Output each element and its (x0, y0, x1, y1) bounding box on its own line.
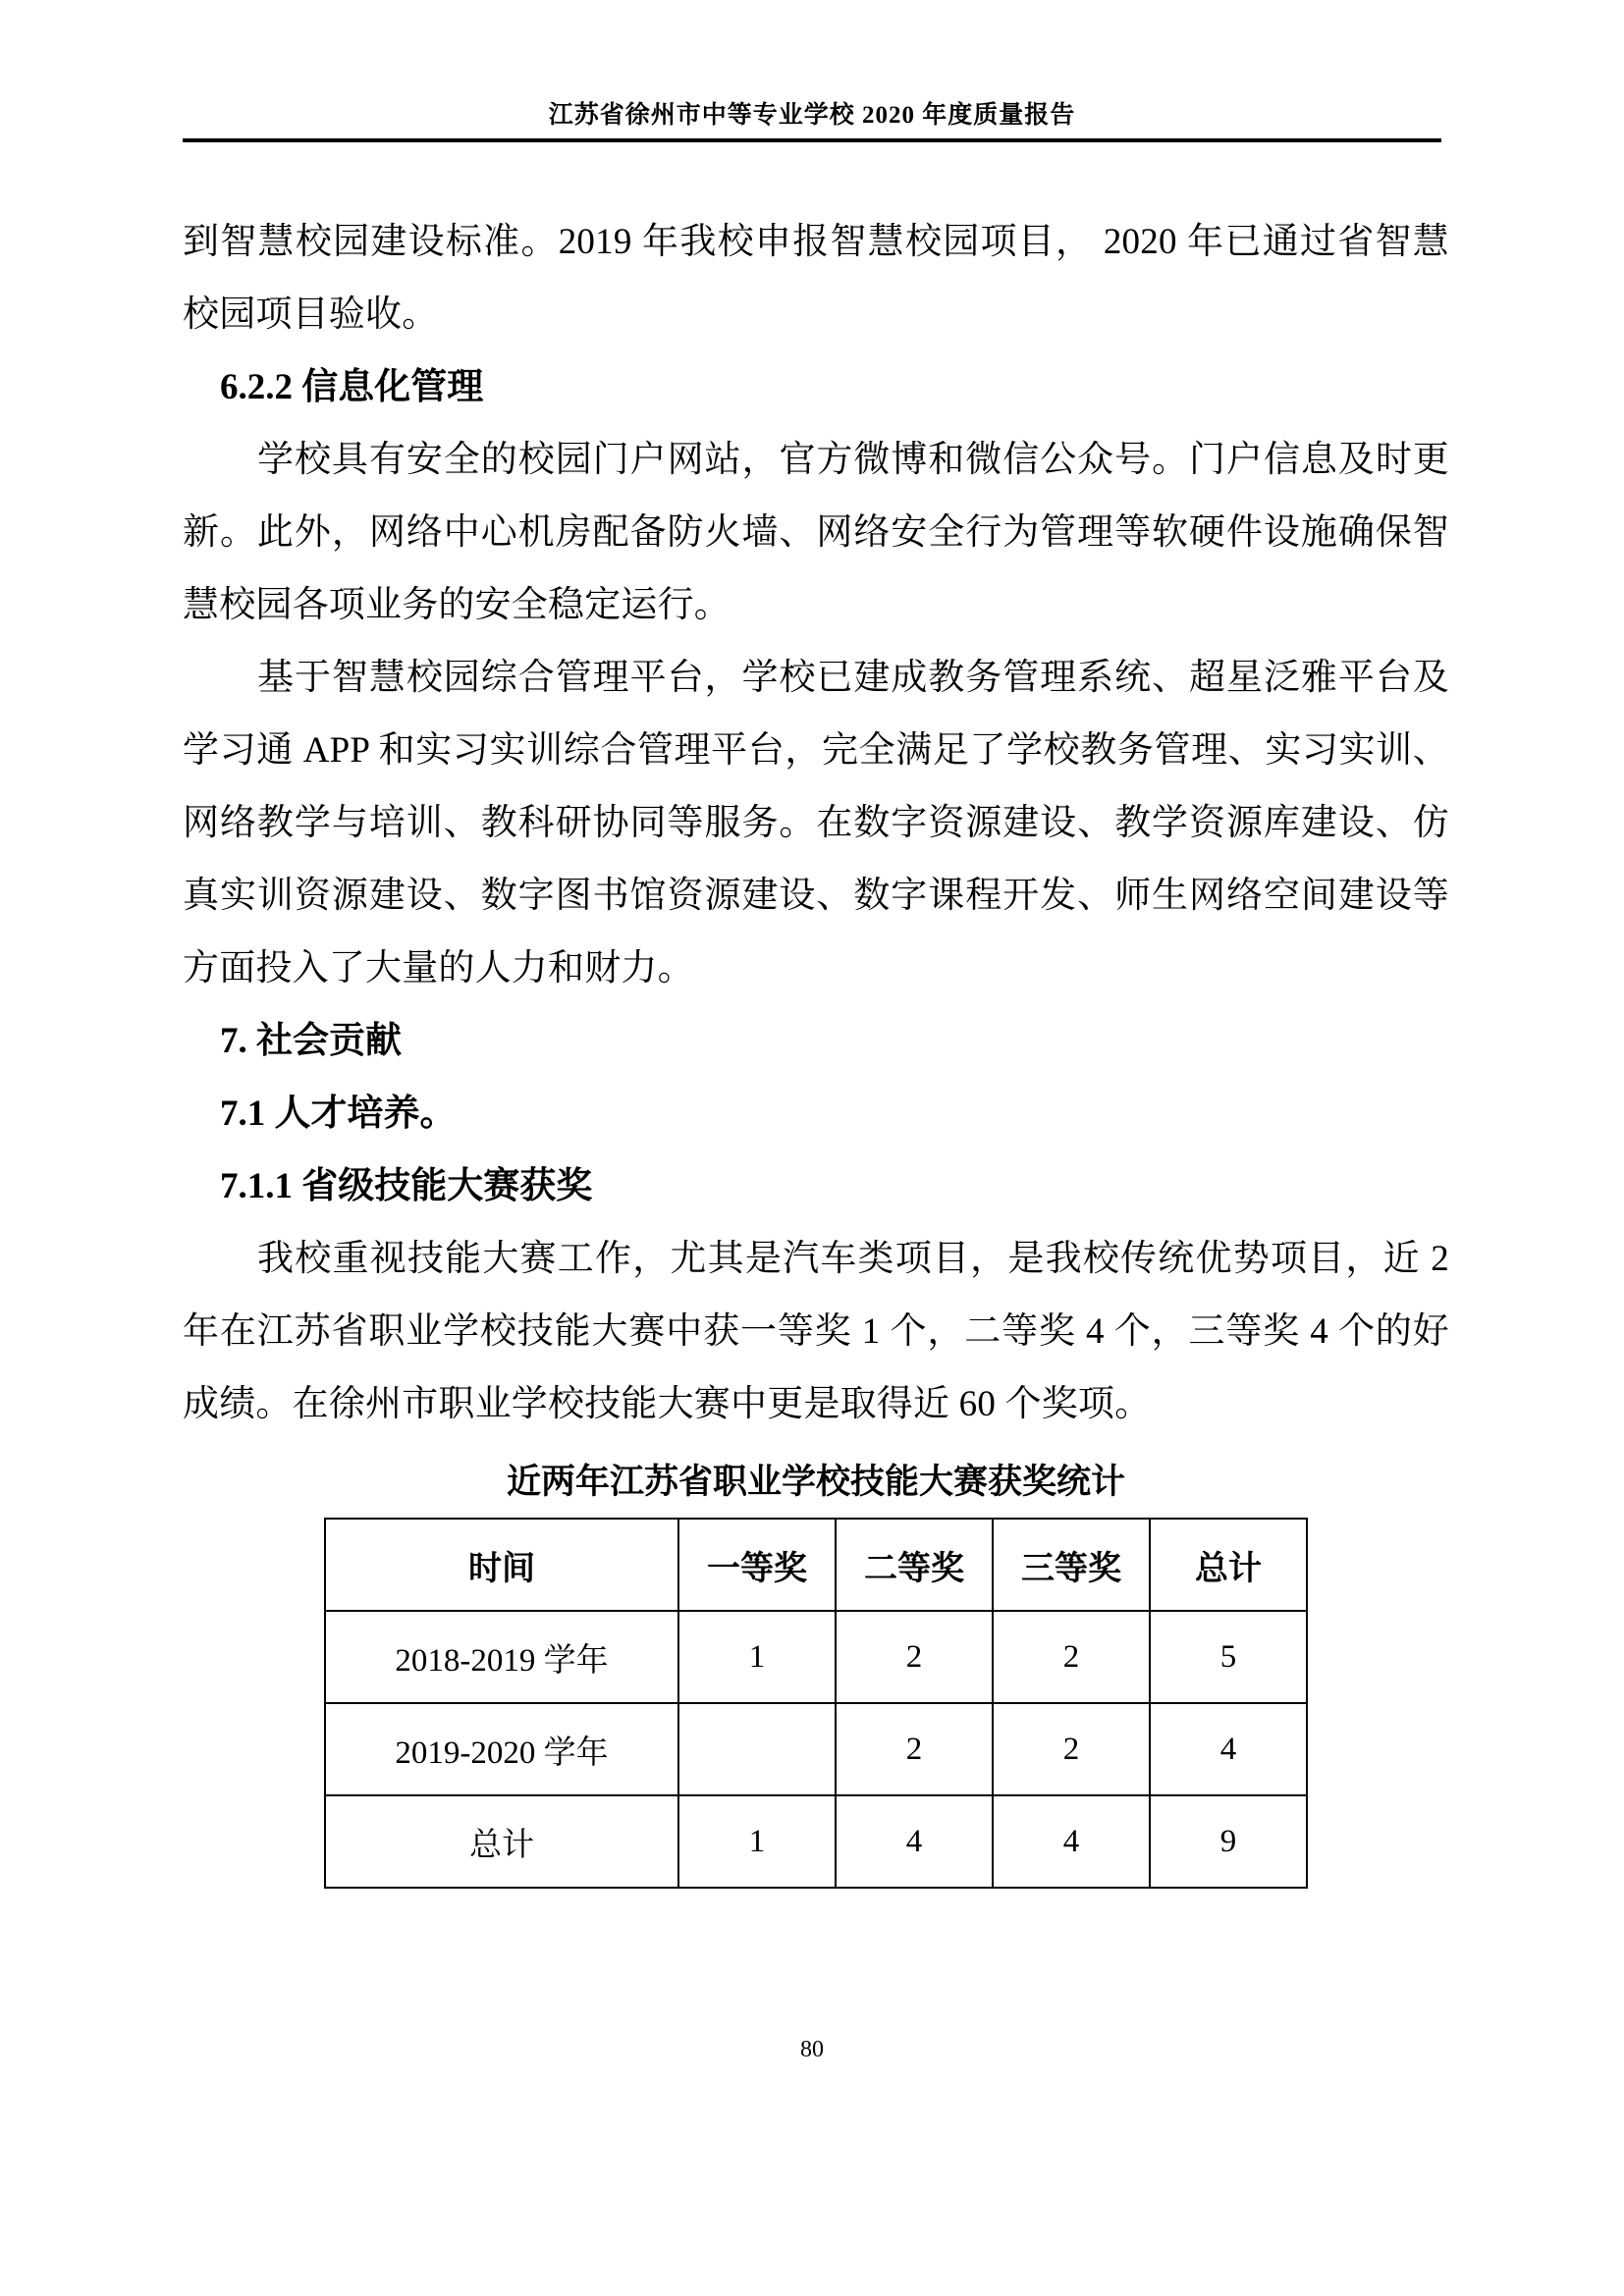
cell-period: 2018-2019 学年 (325, 1611, 678, 1703)
cell-total: 9 (1150, 1795, 1307, 1888)
column-header-first-prize: 一等奖 (678, 1519, 836, 1611)
cell-first-prize: 1 (678, 1795, 836, 1888)
table-header-row (325, 1519, 1307, 1611)
cell-period: 2019-2020 学年 (325, 1703, 678, 1795)
cell-first-prize: 1 (678, 1611, 836, 1703)
paragraph-platform: 基于智慧校园综合管理平台，学校已建成教务管理系统、超星泛雅平台及学习通 APP 和实习实训综合管理平台，完全满足了学校教务管理、实习实训、网络教学与培训、教科研协同等服务。在数字资源建设、教学资源库建设、仿真实训资源建设、数字图书馆资源建设、数字课程开发、师生网络空间建设等方面投入了大量的人力和财力。 (183, 658, 1449, 988)
cell-third-prize: 4 (993, 1795, 1150, 1888)
document-body (183, 206, 1449, 1889)
cell-second-prize: 4 (836, 1795, 993, 1888)
heading-6-2-2: 6.2.2 信息化管理 (220, 367, 484, 407)
heading-7: 7. 社会贡献 (220, 1021, 402, 1061)
cell-second-prize: 2 (836, 1703, 993, 1795)
award-statistics-table (324, 1518, 1308, 1889)
cell-total: 5 (1150, 1611, 1307, 1703)
page-number: 80 (800, 2037, 824, 2062)
table-row (325, 1703, 1307, 1795)
header-divider (183, 138, 1441, 142)
column-header-time: 时间 (325, 1519, 678, 1611)
paragraph-continued: 到智慧校园建设标准。2019 年我校申报智慧校园项目， 2020 年已通过省智慧校园项目验收。 (183, 222, 1449, 335)
running-header (183, 102, 1441, 150)
cell-third-prize: 2 (993, 1703, 1150, 1795)
heading-7-1: 7.1 人才培养。 (220, 1094, 457, 1134)
cell-second-prize: 2 (836, 1611, 993, 1703)
paragraph-skills-competition: 我校重视技能大赛工作，尤其是汽车类项目，是我校传统优势项目，近 2 年在江苏省职业学校技能大赛中获一等奖 1 个，二等奖 4 个，三等奖 4 个的好成绩。在徐州市职业学校技能大赛中更是取得近 60 个奖项。 (183, 1239, 1449, 1424)
table-caption: 近两年江苏省职业学校技能大赛获奖统计 (506, 1463, 1125, 1501)
cell-third-prize: 2 (993, 1611, 1150, 1703)
column-header-second-prize: 二等奖 (836, 1519, 993, 1611)
cell-period: 总计 (325, 1795, 678, 1888)
paragraph-informatization-security: 学校具有安全的校园门户网站，官方微博和微信公众号。门户信息及时更新。此外，网络中心机房配备防火墙、网络安全行为管理等软硬件设施确保智慧校园各项业务的安全稳定运行。 (183, 440, 1449, 625)
column-header-total: 总计 (1150, 1519, 1307, 1611)
table-row-total (325, 1795, 1307, 1888)
heading-7-1-1: 7.1.1 省级技能大赛获奖 (220, 1166, 593, 1206)
cell-total: 4 (1150, 1703, 1307, 1795)
table-row (325, 1611, 1307, 1703)
header-title: 江苏省徐州市中等专业学校 2020 年度质量报告 (548, 102, 1076, 129)
column-header-third-prize: 三等奖 (993, 1519, 1150, 1611)
cell-first-prize (678, 1703, 836, 1795)
